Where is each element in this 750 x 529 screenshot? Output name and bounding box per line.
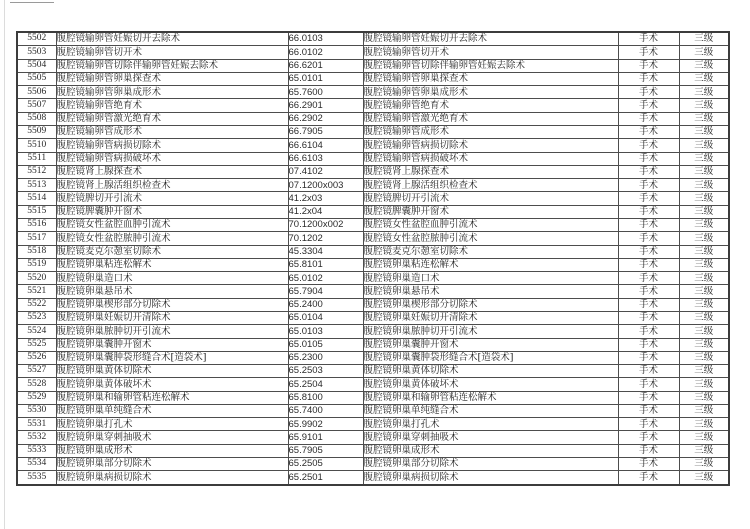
category-value: 手术: [618, 232, 679, 245]
row-number: 5504: [17, 59, 56, 72]
row-number: 5529: [17, 391, 56, 404]
table-row: [17, 404, 729, 417]
procedure-name: 腹腔镜卵巢囊肿袋形缝合术[造袋术]: [56, 351, 288, 364]
row-number: 5535: [17, 471, 56, 485]
procedure-name-repeat: 腹腔镜卵巢楔形部分切除术: [363, 298, 618, 311]
category-value: 手术: [618, 391, 679, 404]
procedure-name: 腹腔镜卵巢打孔术: [56, 418, 288, 431]
grade-value: 三级: [679, 139, 729, 152]
procedure-code: 70.1200x002: [288, 218, 363, 231]
procedure-name-repeat: 腹腔镜输卵管卵巢成形术: [363, 86, 618, 99]
procedure-name-repeat: 腹腔镜卵巢单纯缝合术: [363, 404, 618, 417]
row-number: 5503: [17, 46, 56, 59]
table-row: [17, 458, 729, 471]
row-number: 5532: [17, 431, 56, 444]
procedure-name: 腹腔镜输卵管切开术: [56, 46, 288, 59]
table-row: [17, 325, 729, 338]
procedure-name-repeat: 腹腔镜女性盆腔脓肿引流术: [363, 232, 618, 245]
procedure-code: 65.2504: [288, 378, 363, 391]
row-number: 5531: [17, 418, 56, 431]
table-row: [17, 152, 729, 165]
grade-value: 三级: [679, 311, 729, 324]
grade-value: 三级: [679, 351, 729, 364]
procedure-code: 65.7905: [288, 444, 363, 457]
row-number: 5521: [17, 285, 56, 298]
procedure-name-repeat: 腹腔镜卵巢部分切除术: [363, 458, 618, 471]
grade-value: 三级: [679, 365, 729, 378]
procedure-code: 07.4102: [288, 165, 363, 178]
procedure-code: 65.7904: [288, 285, 363, 298]
procedure-name-repeat: 腹腔镜麦克尔憩室切除术: [363, 245, 618, 258]
procedure-name-repeat: 腹腔镜脾切开引流术: [363, 192, 618, 205]
table-row: [17, 86, 729, 99]
procedure-name-repeat: 腹腔镜卵巢妊娠切开清除术: [363, 311, 618, 324]
procedure-name: 腹腔镜卵巢囊肿开窗术: [56, 338, 288, 351]
grade-value: 三级: [679, 404, 729, 417]
table-row: [17, 351, 729, 364]
procedure-name: 腹腔镜肾上腺探查术: [56, 165, 288, 178]
category-value: 手术: [618, 99, 679, 112]
row-number: 5507: [17, 99, 56, 112]
procedure-table-body: [17, 32, 729, 485]
procedure-name-repeat: 腹腔镜卵巢成形术: [363, 444, 618, 457]
procedure-name-repeat: 腹腔镜卵巢悬吊术: [363, 285, 618, 298]
table-row: [17, 431, 729, 444]
table-row: [17, 46, 729, 59]
table-row: [17, 272, 729, 285]
procedure-table: [16, 31, 730, 486]
page-edge-line: [4, 0, 5, 529]
row-number: 5513: [17, 179, 56, 192]
procedure-code: 66.0103: [288, 32, 363, 46]
procedure-name: 腹腔镜卵巢黄体切除术: [56, 365, 288, 378]
procedure-name: 腹腔镜卵巢成形术: [56, 444, 288, 457]
row-number: 5502: [17, 32, 56, 46]
category-value: 手术: [618, 258, 679, 271]
procedure-name-repeat: 腹腔镜女性盆腔血肿引流术: [363, 218, 618, 231]
category-value: 手术: [618, 298, 679, 311]
table-row: [17, 165, 729, 178]
grade-value: 三级: [679, 99, 729, 112]
table-row: [17, 285, 729, 298]
table-row: [17, 99, 729, 112]
row-number: 5526: [17, 351, 56, 364]
table-row: [17, 418, 729, 431]
table-row: [17, 126, 729, 139]
row-number: 5520: [17, 272, 56, 285]
category-value: 手术: [618, 285, 679, 298]
grade-value: 三级: [679, 165, 729, 178]
row-number: 5519: [17, 258, 56, 271]
procedure-code: 65.0101: [288, 72, 363, 85]
row-number: 5518: [17, 245, 56, 258]
table-row: [17, 59, 729, 72]
procedure-name: 腹腔镜输卵管切除伴输卵管妊娠去除术: [56, 59, 288, 72]
table-row: [17, 365, 729, 378]
grade-value: 三级: [679, 86, 729, 99]
procedure-code: 65.2501: [288, 471, 363, 485]
table-row: [17, 471, 729, 485]
procedure-name-repeat: 腹腔镜脾囊肿开窗术: [363, 205, 618, 218]
procedure-code: 65.9902: [288, 418, 363, 431]
procedure-name: 腹腔镜输卵管妊娠切开去除术: [56, 32, 288, 46]
row-number: 5509: [17, 126, 56, 139]
procedure-code: 66.0102: [288, 46, 363, 59]
row-number: 5512: [17, 165, 56, 178]
procedure-code: 65.8101: [288, 258, 363, 271]
category-value: 手术: [618, 205, 679, 218]
grade-value: 三级: [679, 152, 729, 165]
row-number: 5528: [17, 378, 56, 391]
category-value: 手术: [618, 72, 679, 85]
procedure-name-repeat: 腹腔镜卵巢囊肿开窗术: [363, 338, 618, 351]
grade-value: 三级: [679, 232, 729, 245]
category-value: 手术: [618, 112, 679, 125]
table-row: [17, 378, 729, 391]
procedure-name: 腹腔镜卵巢穿刺抽吸术: [56, 431, 288, 444]
procedure-name-repeat: 腹腔镜输卵管卵巢探查术: [363, 72, 618, 85]
grade-value: 三级: [679, 112, 729, 125]
procedure-code: 66.2902: [288, 112, 363, 125]
table-row: [17, 112, 729, 125]
procedure-code: 65.0102: [288, 272, 363, 285]
category-value: 手术: [618, 458, 679, 471]
table-row: [17, 32, 729, 46]
row-number: 5506: [17, 86, 56, 99]
grade-value: 三级: [679, 192, 729, 205]
procedure-code: 65.0103: [288, 325, 363, 338]
procedure-name: 腹腔镜卵巢妊娠切开清除术: [56, 311, 288, 324]
row-number: 5511: [17, 152, 56, 165]
previous-row-border-artifact: [10, 2, 54, 3]
grade-value: 三级: [679, 245, 729, 258]
row-number: 5505: [17, 72, 56, 85]
procedure-code: 66.2901: [288, 99, 363, 112]
grade-value: 三级: [679, 258, 729, 271]
category-value: 手术: [618, 444, 679, 457]
procedure-name: 腹腔镜输卵管病损切除术: [56, 139, 288, 152]
category-value: 手术: [618, 192, 679, 205]
grade-value: 三级: [679, 46, 729, 59]
category-value: 手术: [618, 152, 679, 165]
table-row: [17, 205, 729, 218]
category-value: 手术: [618, 218, 679, 231]
category-value: 手术: [618, 378, 679, 391]
procedure-name-repeat: 腹腔镜输卵管病损切除术: [363, 139, 618, 152]
grade-value: 三级: [679, 418, 729, 431]
procedure-name-repeat: 腹腔镜卵巢和输卵管粘连松解术: [363, 391, 618, 404]
grade-value: 三级: [679, 298, 729, 311]
grade-value: 三级: [679, 72, 729, 85]
grade-value: 三级: [679, 205, 729, 218]
category-value: 手术: [618, 179, 679, 192]
procedure-name: 腹腔镜卵巢部分切除术: [56, 458, 288, 471]
grade-value: 三级: [679, 32, 729, 46]
grade-value: 三级: [679, 378, 729, 391]
category-value: 手术: [618, 32, 679, 46]
procedure-code: 70.1202: [288, 232, 363, 245]
category-value: 手术: [618, 418, 679, 431]
procedure-name: 腹腔镜女性盆腔脓肿引流术: [56, 232, 288, 245]
table-row: [17, 179, 729, 192]
procedure-name: 腹腔镜卵巢单纯缝合术: [56, 404, 288, 417]
procedure-code: 65.0104: [288, 311, 363, 324]
procedure-code: 65.7600: [288, 86, 363, 99]
row-number: 5515: [17, 205, 56, 218]
grade-value: 三级: [679, 325, 729, 338]
category-value: 手术: [618, 471, 679, 485]
category-value: 手术: [618, 139, 679, 152]
procedure-name: 腹腔镜输卵管绝育术: [56, 99, 288, 112]
procedure-name: 腹腔镜卵巢和输卵管粘连松解术: [56, 391, 288, 404]
category-value: 手术: [618, 338, 679, 351]
table-row: [17, 245, 729, 258]
procedure-name: 腹腔镜卵巢造口术: [56, 272, 288, 285]
procedure-name: 腹腔镜输卵管病损破坏术: [56, 152, 288, 165]
grade-value: 三级: [679, 218, 729, 231]
procedure-name: 腹腔镜输卵管卵巢成形术: [56, 86, 288, 99]
row-number: 5517: [17, 232, 56, 245]
grade-value: 三级: [679, 179, 729, 192]
procedure-code: 66.6103: [288, 152, 363, 165]
procedure-name-repeat: 腹腔镜输卵管病损破坏术: [363, 152, 618, 165]
procedure-code: 65.0105: [288, 338, 363, 351]
category-value: 手术: [618, 325, 679, 338]
table-row: [17, 72, 729, 85]
table-row: [17, 139, 729, 152]
procedure-name: 腹腔镜脾切开引流术: [56, 192, 288, 205]
procedure-code: 41.2x04: [288, 205, 363, 218]
row-number: 5524: [17, 325, 56, 338]
table-row: [17, 218, 729, 231]
row-number: 5508: [17, 112, 56, 125]
row-number: 5514: [17, 192, 56, 205]
procedure-code: 66.6104: [288, 139, 363, 152]
procedure-name-repeat: 腹腔镜输卵管妊娠切开去除术: [363, 32, 618, 46]
grade-value: 三级: [679, 444, 729, 457]
table-row: [17, 311, 729, 324]
table-row: [17, 298, 729, 311]
procedure-code: 66.6201: [288, 59, 363, 72]
procedure-name-repeat: 腹腔镜卵巢穿刺抽吸术: [363, 431, 618, 444]
procedure-code: 65.8100: [288, 391, 363, 404]
row-number: 5534: [17, 458, 56, 471]
procedure-name: 腹腔镜输卵管激光绝育术: [56, 112, 288, 125]
procedure-name-repeat: 腹腔镜输卵管切除伴输卵管妊娠去除术: [363, 59, 618, 72]
procedure-name: 腹腔镜女性盆腔血肿引流术: [56, 218, 288, 231]
grade-value: 三级: [679, 458, 729, 471]
procedure-name-repeat: 腹腔镜输卵管切开术: [363, 46, 618, 59]
procedure-code: 07.1200x003: [288, 179, 363, 192]
procedure-name: 腹腔镜输卵管卵巢探查术: [56, 72, 288, 85]
row-number: 5525: [17, 338, 56, 351]
procedure-name-repeat: 腹腔镜输卵管绝育术: [363, 99, 618, 112]
procedure-code: 45.3304: [288, 245, 363, 258]
procedure-name-repeat: 腹腔镜卵巢打孔术: [363, 418, 618, 431]
row-number: 5533: [17, 444, 56, 457]
procedure-name-repeat: 腹腔镜卵巢黄体切除术: [363, 365, 618, 378]
procedure-name-repeat: 腹腔镜卵巢造口术: [363, 272, 618, 285]
grade-value: 三级: [679, 59, 729, 72]
procedure-code: 65.9101: [288, 431, 363, 444]
category-value: 手术: [618, 245, 679, 258]
procedure-code: 41.2x03: [288, 192, 363, 205]
procedure-code: 65.2505: [288, 458, 363, 471]
procedure-name: 腹腔镜卵巢悬吊术: [56, 285, 288, 298]
category-value: 手术: [618, 272, 679, 285]
row-number: 5527: [17, 365, 56, 378]
procedure-name: 腹腔镜卵巢楔形部分切除术: [56, 298, 288, 311]
procedure-name-repeat: 腹腔镜肾上腺探查术: [363, 165, 618, 178]
grade-value: 三级: [679, 391, 729, 404]
row-number: 5530: [17, 404, 56, 417]
procedure-name-repeat: 腹腔镜肾上腺活组织检查术: [363, 179, 618, 192]
row-number: 5510: [17, 139, 56, 152]
procedure-name-repeat: 腹腔镜输卵管激光绝育术: [363, 112, 618, 125]
grade-value: 三级: [679, 272, 729, 285]
grade-value: 三级: [679, 471, 729, 485]
row-number: 5522: [17, 298, 56, 311]
table-row: [17, 258, 729, 271]
category-value: 手术: [618, 351, 679, 364]
procedure-name-repeat: 腹腔镜卵巢脓肿切开引流术: [363, 325, 618, 338]
procedure-name-repeat: 腹腔镜卵巢病损切除术: [363, 471, 618, 485]
category-value: 手术: [618, 431, 679, 444]
row-number: 5516: [17, 218, 56, 231]
grade-value: 三级: [679, 431, 729, 444]
procedure-name: 腹腔镜卵巢黄体破坏术: [56, 378, 288, 391]
procedure-name: 腹腔镜卵巢粘连松解术: [56, 258, 288, 271]
procedure-name: 腹腔镜卵巢脓肿切开引流术: [56, 325, 288, 338]
grade-value: 三级: [679, 338, 729, 351]
procedure-name: 腹腔镜输卵管成形术: [56, 126, 288, 139]
procedure-name-repeat: 腹腔镜卵巢粘连松解术: [363, 258, 618, 271]
procedure-name: 腹腔镜卵巢病损切除术: [56, 471, 288, 485]
procedure-name-repeat: 腹腔镜输卵管成形术: [363, 126, 618, 139]
table-row: [17, 338, 729, 351]
procedure-code: 65.2503: [288, 365, 363, 378]
row-number: 5523: [17, 311, 56, 324]
procedure-code: 66.7905: [288, 126, 363, 139]
procedure-code: 65.2300: [288, 351, 363, 364]
procedure-code: 65.7400: [288, 404, 363, 417]
procedure-name: 腹腔镜肾上腺活组织检查术: [56, 179, 288, 192]
category-value: 手术: [618, 165, 679, 178]
category-value: 手术: [618, 86, 679, 99]
category-value: 手术: [618, 46, 679, 59]
category-value: 手术: [618, 404, 679, 417]
category-value: 手术: [618, 365, 679, 378]
procedure-code: 65.2400: [288, 298, 363, 311]
grade-value: 三级: [679, 285, 729, 298]
category-value: 手术: [618, 59, 679, 72]
table-row: [17, 232, 729, 245]
category-value: 手术: [618, 126, 679, 139]
category-value: 手术: [618, 311, 679, 324]
table-row: [17, 444, 729, 457]
procedure-name-repeat: 腹腔镜卵巢囊肿袋形缝合术[造袋术]: [363, 351, 618, 364]
table-row: [17, 391, 729, 404]
procedure-name: 腹腔镜脾囊肿开窗术: [56, 205, 288, 218]
table-row: [17, 192, 729, 205]
procedure-name: 腹腔镜麦克尔憩室切除术: [56, 245, 288, 258]
procedure-name-repeat: 腹腔镜卵巢黄体破坏术: [363, 378, 618, 391]
grade-value: 三级: [679, 126, 729, 139]
